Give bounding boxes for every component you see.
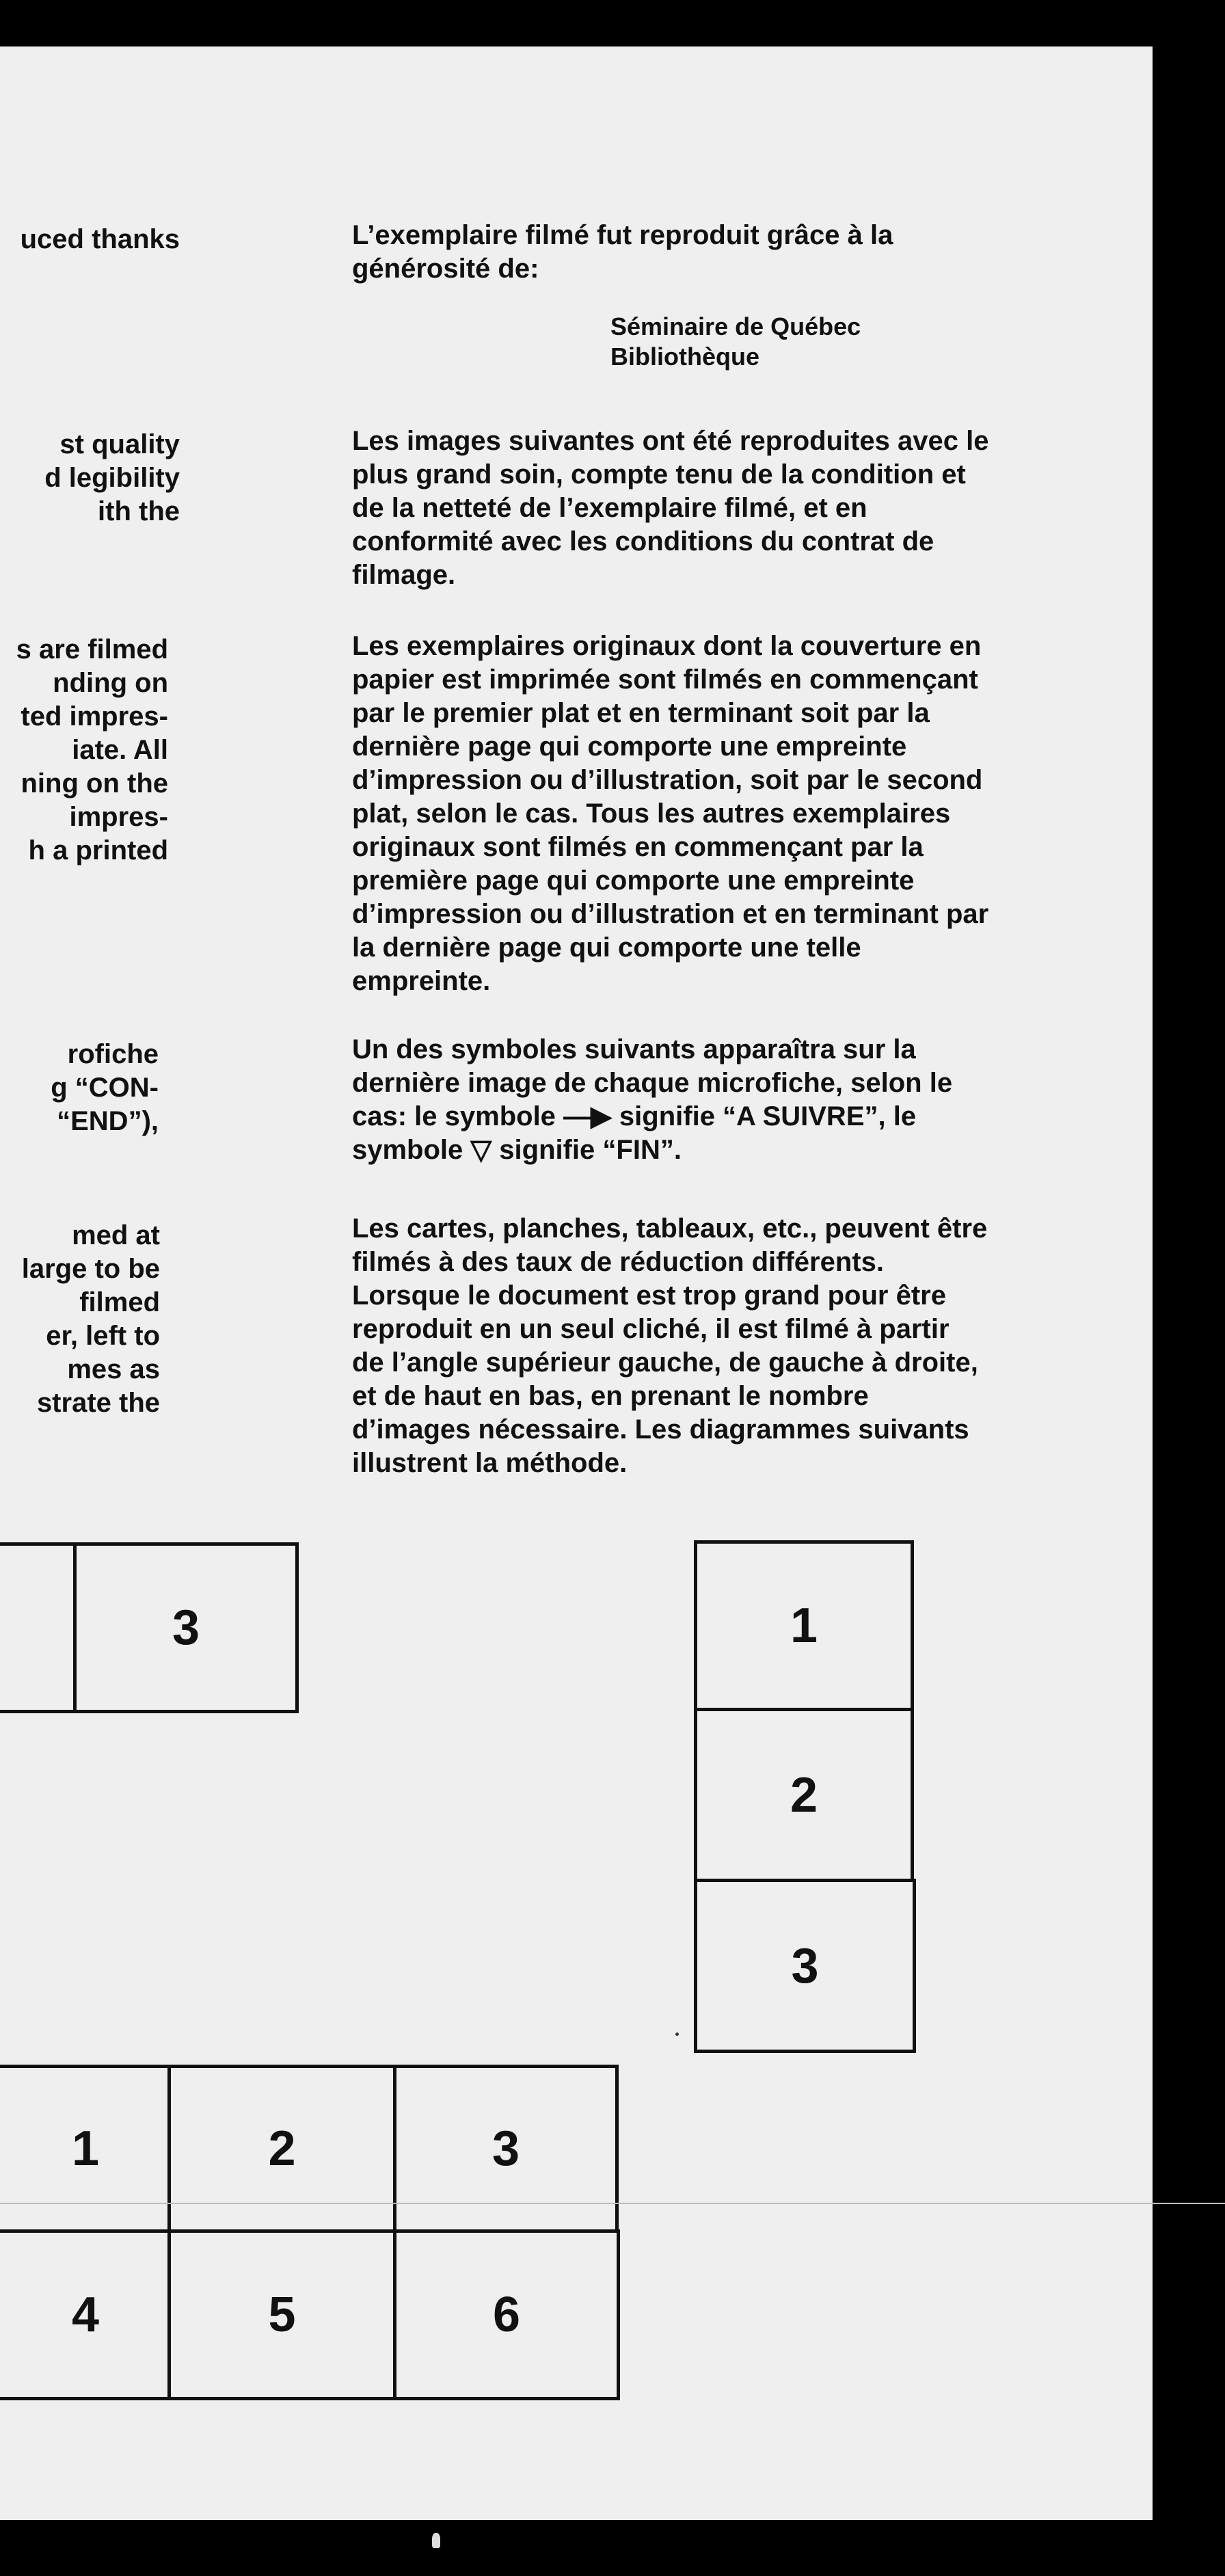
text-line: g “CON- — [51, 1073, 159, 1103]
text-line: Lorsque le document est trop grand pour être — [352, 1280, 946, 1311]
text-line: cas: le symbole —▶ signifie “A SUIVRE”, le — [352, 1101, 917, 1131]
scan-speck — [675, 2032, 679, 2036]
paragraph-quality — [352, 425, 1090, 592]
text-line: h a printed — [28, 835, 168, 866]
text-line: dernière image de chaque microfiche, selon le — [352, 1068, 953, 1098]
strip-cell-cut — [0, 1542, 77, 1713]
text-line: papier est imprimée sont filmés en commençant — [352, 665, 978, 695]
cell-number: 3 — [172, 1600, 200, 1655]
cell-number: 3 — [492, 2121, 520, 2176]
text-line: empreinte. — [352, 966, 491, 996]
intro-paragraph — [352, 219, 1090, 286]
grid-cell-3 — [393, 2065, 619, 2233]
text-line: L’exemplaire filmé fut reproduit grâce à la — [352, 220, 893, 250]
paragraph-maps — [352, 1212, 1090, 1480]
cell-number: 1 — [790, 1598, 818, 1653]
text-line: par le premier plat et en terminant soit par la — [352, 698, 930, 728]
text-line: impres- — [69, 802, 168, 832]
vertical-cell-1 — [694, 1540, 914, 1711]
grid-cell-1 — [0, 2065, 171, 2233]
grid-cell-2 — [167, 2065, 396, 2233]
text-line: Bibliothèque — [610, 343, 759, 371]
cell-number: 5 — [268, 2287, 296, 2342]
text-line: ning on the — [21, 768, 168, 799]
text-line: strate the — [36, 1388, 160, 1418]
text-line: générosité de: — [352, 254, 539, 284]
cell-number: 6 — [492, 2287, 521, 2342]
text-line: ted impres- — [21, 701, 168, 732]
text-line: Séminaire de Québec — [610, 312, 861, 340]
text-line: uced thanks — [20, 224, 180, 254]
left-fragment-3 — [0, 633, 168, 868]
text-line: de la netteté de l’exemplaire filmé, et en — [352, 493, 867, 523]
text-line: la dernière page qui comporte une telle — [352, 933, 861, 963]
strip-cell-3 — [73, 1542, 299, 1713]
text-line: ith the — [98, 496, 180, 526]
text-line: illustrent la méthode. — [352, 1448, 628, 1478]
text-line: filmés à des taux de réduction différents. — [352, 1247, 884, 1277]
institution-name — [610, 312, 861, 372]
grid-cell-5 — [167, 2229, 396, 2400]
film-mark-icon — [432, 2533, 440, 2548]
text-line: Les images suivantes ont été reproduites avec le — [352, 426, 989, 456]
text-line: et de haut en bas, en prenant le nombre — [352, 1381, 869, 1411]
text-line: symbole ▽ signifie “FIN”. — [352, 1135, 682, 1165]
text-line: rofiche — [67, 1039, 159, 1069]
paragraph-symbols — [352, 1033, 1090, 1167]
text-line: “END”), — [57, 1106, 159, 1136]
text-line: d’impression ou d’illustration, soit par le second — [352, 765, 983, 795]
text-line: d’impression ou d’illustration et en terminant par — [352, 899, 989, 929]
text-line: d legibility — [44, 463, 180, 493]
vertical-cell-3 — [694, 1879, 916, 2053]
text-line: conformité avec les conditions du contrat de — [352, 526, 934, 556]
left-fragment-4 — [0, 1038, 159, 1138]
cell-number: 4 — [71, 2287, 100, 2342]
text-line: s are filmed — [16, 634, 168, 665]
grid-cell-4 — [0, 2229, 171, 2400]
text-line: Un des symboles suivants apparaîtra sur la — [352, 1034, 916, 1064]
cell-number: 3 — [791, 1938, 819, 1994]
scan-artifact-line — [0, 2203, 1225, 2204]
text-line: Les cartes, planches, tableaux, etc., peuvent être — [352, 1213, 988, 1244]
scanned-page — [0, 46, 1153, 2520]
cell-number: 2 — [790, 1767, 818, 1823]
text-line: mes as — [67, 1354, 160, 1384]
grid-cell-6 — [393, 2229, 620, 2400]
cell-number: 1 — [71, 2121, 100, 2176]
text-line: nding on — [53, 668, 168, 698]
left-fragment-1 — [0, 223, 180, 256]
text-line: Les exemplaires originaux dont la couverture en — [352, 631, 982, 661]
text-line: dernière page qui comporte une empreinte — [352, 732, 907, 762]
text-line: d’images nécessaire. Les diagrammes suivants — [352, 1414, 969, 1445]
text-line: er, left to — [46, 1321, 160, 1351]
text-line: reproduit en un seul cliché, il est filmé à partir — [352, 1314, 950, 1344]
left-fragment-2 — [0, 428, 180, 528]
text-line: med at — [72, 1220, 160, 1250]
text-line: originaux sont filmés en commençant par la — [352, 832, 924, 862]
text-line: plat, selon le cas. Tous les autres exemplaires — [352, 799, 951, 829]
text-line: filmage. — [352, 560, 456, 590]
text-line: plus grand soin, compte tenu de la condition et — [352, 459, 966, 489]
vertical-cell-2 — [694, 1708, 914, 1882]
text-line: large to be — [21, 1254, 160, 1284]
text-line: première page qui comporte une empreinte — [352, 866, 915, 896]
paragraph-originals — [352, 630, 1090, 998]
text-line: de l’angle supérieur gauche, de gauche à droite, — [352, 1347, 978, 1378]
text-line: st quality — [59, 429, 180, 459]
left-fragment-5 — [0, 1219, 160, 1420]
cell-number: 2 — [268, 2121, 296, 2176]
text-line: iate. All — [72, 735, 168, 765]
text-line: filmed — [79, 1287, 160, 1317]
